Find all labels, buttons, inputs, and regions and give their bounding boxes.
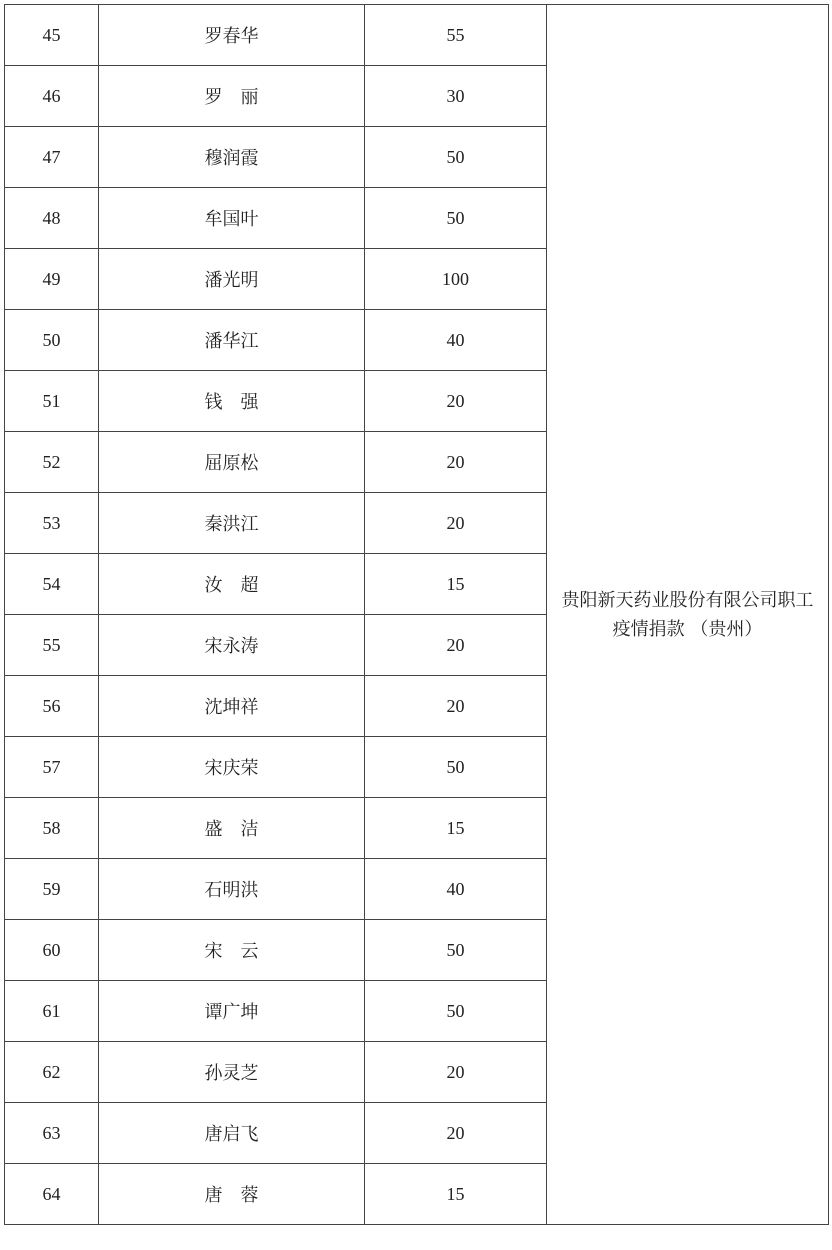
row-number-cell: 62 [5, 1042, 99, 1103]
donor-name-cell: 牟国叶 [99, 188, 365, 249]
row-number-cell: 63 [5, 1103, 99, 1164]
donor-name-cell: 谭广坤 [99, 981, 365, 1042]
donor-name-cell: 潘华江 [99, 310, 365, 371]
donor-name-cell: 罗 丽 [99, 66, 365, 127]
donation-amount-cell: 20 [365, 615, 547, 676]
donation-amount-cell: 20 [365, 1042, 547, 1103]
row-number-cell: 54 [5, 554, 99, 615]
donor-name-cell: 唐启飞 [99, 1103, 365, 1164]
donor-name-cell: 罗春华 [99, 5, 365, 66]
row-number-cell: 47 [5, 127, 99, 188]
donation-amount-cell: 15 [365, 554, 547, 615]
table-row [5, 5, 829, 66]
donation-amount-cell: 50 [365, 127, 547, 188]
donation-amount-cell: 15 [365, 1164, 547, 1225]
row-number-cell: 55 [5, 615, 99, 676]
row-number-cell: 61 [5, 981, 99, 1042]
donor-name-cell: 穆润霞 [99, 127, 365, 188]
donor-name-cell: 盛 洁 [99, 798, 365, 859]
donation-amount-cell: 40 [365, 310, 547, 371]
donor-name-cell: 孙灵芝 [99, 1042, 365, 1103]
donor-name-cell: 汝 超 [99, 554, 365, 615]
donor-name-cell: 屈原松 [99, 432, 365, 493]
donor-name-cell: 唐 蓉 [99, 1164, 365, 1225]
donation-amount-cell: 55 [365, 5, 547, 66]
row-number-cell: 56 [5, 676, 99, 737]
donation-amount-cell: 20 [365, 676, 547, 737]
row-number-cell: 64 [5, 1164, 99, 1225]
row-number-cell: 45 [5, 5, 99, 66]
donation-amount-cell: 20 [365, 371, 547, 432]
row-number-cell: 49 [5, 249, 99, 310]
row-number-cell: 46 [5, 66, 99, 127]
donor-name-cell: 宋庆荣 [99, 737, 365, 798]
donor-name-cell: 宋永涛 [99, 615, 365, 676]
donor-name-cell: 钱 强 [99, 371, 365, 432]
row-number-cell: 57 [5, 737, 99, 798]
donor-name-cell: 潘光明 [99, 249, 365, 310]
donation-amount-cell: 50 [365, 188, 547, 249]
row-number-cell: 52 [5, 432, 99, 493]
row-number-cell: 60 [5, 920, 99, 981]
donor-name-cell: 宋 云 [99, 920, 365, 981]
donation-amount-cell: 50 [365, 981, 547, 1042]
row-number-cell: 50 [5, 310, 99, 371]
donation-amount-cell: 50 [365, 737, 547, 798]
row-number-cell: 48 [5, 188, 99, 249]
organization-note-cell: 贵阳新天药业股份有限公司职工疫情捐款 （贵州） [547, 5, 829, 1225]
donation-amount-cell: 30 [365, 66, 547, 127]
donation-amount-cell: 100 [365, 249, 547, 310]
donation-amount-cell: 20 [365, 493, 547, 554]
donation-amount-cell: 50 [365, 920, 547, 981]
donation-amount-cell: 40 [365, 859, 547, 920]
donation-amount-cell: 20 [365, 1103, 547, 1164]
donation-table [4, 4, 829, 1225]
row-number-cell: 59 [5, 859, 99, 920]
row-number-cell: 53 [5, 493, 99, 554]
donor-name-cell: 秦洪江 [99, 493, 365, 554]
row-number-cell: 51 [5, 371, 99, 432]
donor-name-cell: 石明洪 [99, 859, 365, 920]
row-number-cell: 58 [5, 798, 99, 859]
donor-name-cell: 沈坤祥 [99, 676, 365, 737]
donation-amount-cell: 20 [365, 432, 547, 493]
donation-table-body [5, 5, 829, 1225]
donation-amount-cell: 15 [365, 798, 547, 859]
